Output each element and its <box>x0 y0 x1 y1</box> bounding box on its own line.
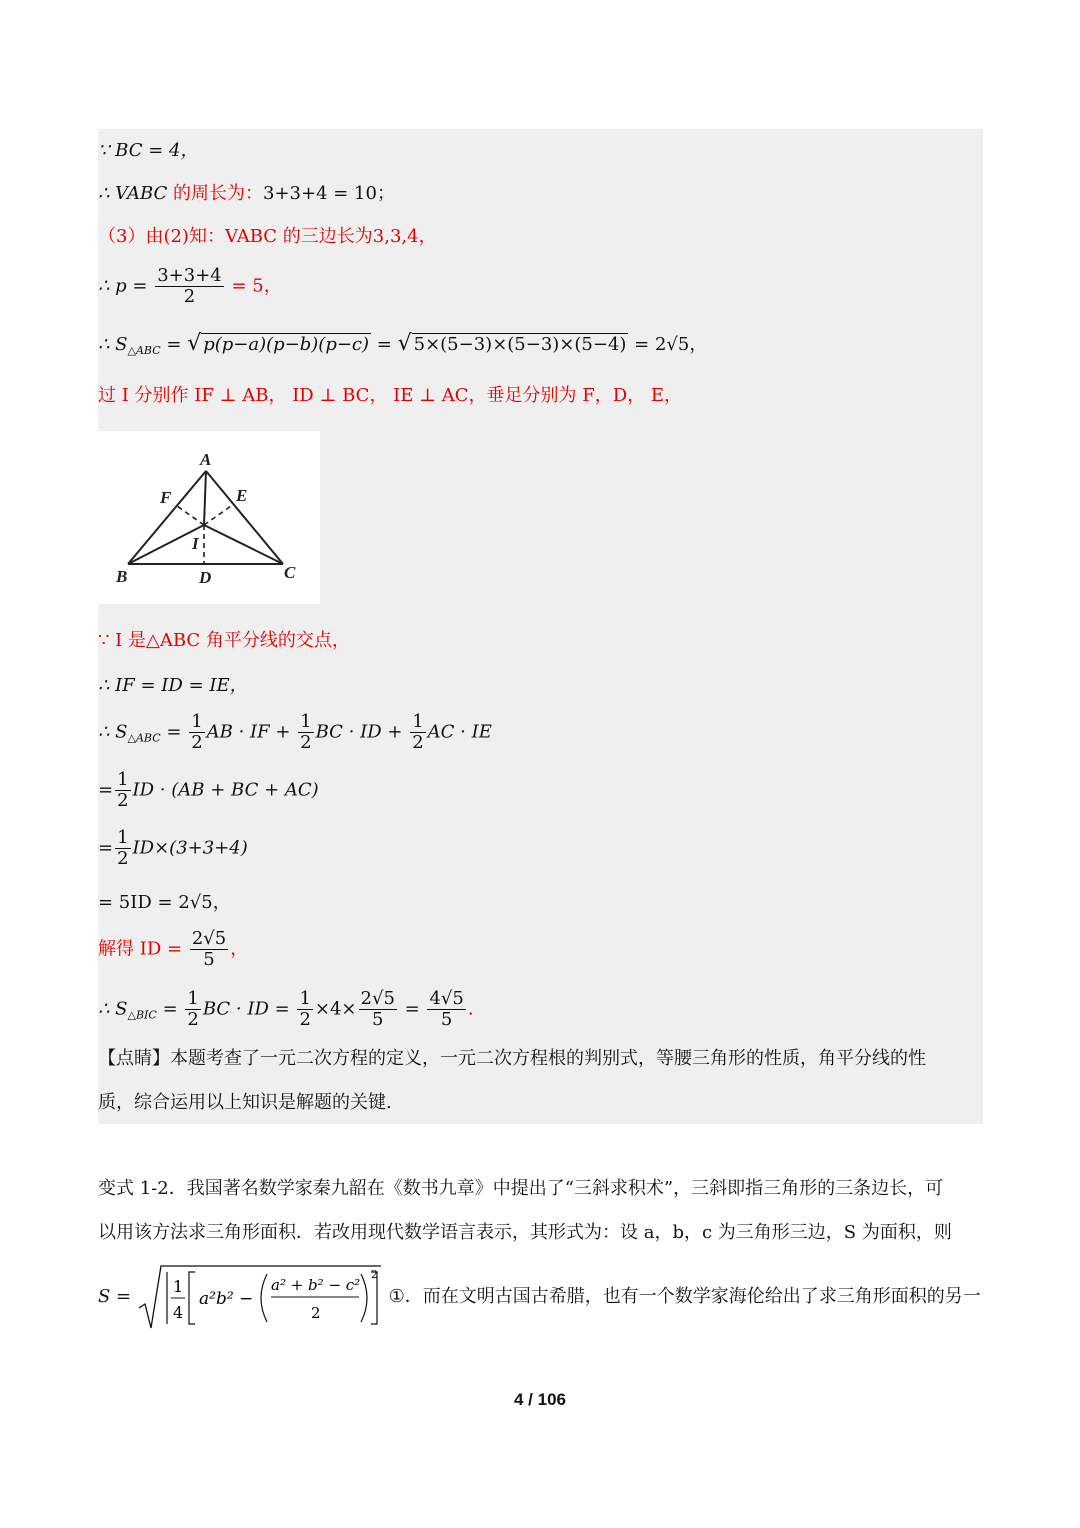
half-fraction <box>185 989 200 1030</box>
half-num: 1 <box>117 827 129 848</box>
area-sum-sub: △ABC <box>127 731 161 745</box>
label-c: C <box>284 563 296 582</box>
bic-frac-1 <box>359 989 397 1030</box>
paren-right-icon <box>361 1274 367 1322</box>
half-num: 1 <box>412 711 424 732</box>
id-fraction <box>190 929 228 970</box>
simplify-text: = 5ID = 2√5， <box>98 892 231 913</box>
quarter-num: 1 <box>172 1277 184 1296</box>
comment-block <box>98 1037 983 1125</box>
heron-radicand-1: p(p−a)(p−b)(p−c) <box>203 334 370 355</box>
half-num: 1 <box>191 711 203 732</box>
edge-ac <box>206 471 283 564</box>
factor-eq: = <box>98 779 114 801</box>
half-num: 1 <box>299 988 311 1009</box>
half-fraction <box>189 712 204 753</box>
step-bc <box>98 140 199 162</box>
substitute-tail: ID×(3+3+4) <box>132 837 248 859</box>
label-a: A <box>200 450 212 469</box>
bic-eq1: = <box>162 998 178 1020</box>
proof-area-sum <box>98 712 492 753</box>
half-num: 1 <box>117 769 129 790</box>
page-number: 4 / 106 <box>514 1390 566 1409</box>
p-numerator: 3+3+4 <box>157 265 222 286</box>
half-num: 1 <box>300 711 312 732</box>
half-den: 2 <box>299 1009 311 1030</box>
heron-eq1: = <box>166 334 182 355</box>
step-perpendiculars <box>98 385 682 407</box>
segment-ai <box>204 471 206 525</box>
proof-factor <box>98 770 319 811</box>
bic-prefix: ∴ S <box>98 998 128 1020</box>
area-sum-prefix: ∴ S <box>98 721 128 743</box>
half-fraction <box>298 712 313 753</box>
bic-frac-2 <box>427 989 465 1030</box>
area-sum-eq: = <box>166 721 182 743</box>
half-den: 2 <box>412 732 424 753</box>
step-3-text: （3）由(2)知：VABC 的三边长为3,3,4， <box>98 226 437 247</box>
perpendiculars-text: 过 I 分别作 IF ⊥ AB， ID ⊥ BC， IE ⊥ AC，垂足分别为 F，D， E， <box>98 385 683 406</box>
bic-num1: 2√5 <box>360 988 395 1009</box>
variant-line-1: 变式 1-2．我国著名数学家秦九韶在《数书九章》中提出了“三斜求积术”，三斜即指三角形的三条边长，可 <box>98 1178 944 1199</box>
triangle-diagram <box>98 431 320 604</box>
label-d: D <box>199 568 212 587</box>
step-perimeter-c: 3+3+4 = 10； <box>263 183 395 204</box>
half-fraction <box>297 989 312 1030</box>
bic-den1: 5 <box>371 1009 384 1030</box>
area-term-3: AC · IE <box>427 721 492 743</box>
sqrt-icon: √ <box>397 331 412 356</box>
power-two: 2 <box>370 1268 378 1281</box>
half-fraction <box>115 770 130 811</box>
label-b: B <box>116 567 128 586</box>
half-fraction <box>410 712 425 753</box>
bic-sub: △BIC <box>127 1008 157 1022</box>
p-fraction <box>155 266 224 307</box>
proof-simplify <box>98 892 231 914</box>
label-i: I <box>192 534 199 553</box>
bracket-left-icon <box>189 1272 195 1324</box>
step-bc-text: ∵ BC = 4， <box>98 140 199 161</box>
proof-equal <box>98 675 248 697</box>
half-den: 2 <box>117 848 129 869</box>
half-den: 2 <box>187 1009 199 1030</box>
paren-left-icon <box>261 1274 267 1322</box>
bic-mult: ×4× <box>314 998 357 1020</box>
substitute-eq: = <box>98 837 114 859</box>
heron-eq2: = <box>376 334 392 355</box>
inner-den: 2 <box>310 1304 321 1322</box>
segment-ie <box>204 504 234 525</box>
quarter-den: 4 <box>172 1303 184 1322</box>
proof-equal-text: ∴ IF = ID = IE， <box>98 675 248 696</box>
bic-term: BC · ID = <box>202 998 290 1020</box>
label-e: E <box>236 486 248 505</box>
bic-num2: 4√5 <box>429 988 464 1009</box>
half-den: 2 <box>191 732 203 753</box>
half-den: 2 <box>117 790 129 811</box>
half-den: 2 <box>300 732 312 753</box>
proof-substitute <box>98 828 248 869</box>
p-denominator: 2 <box>183 286 196 307</box>
label-f: F <box>160 488 172 507</box>
step-perimeter-a: ∴ VABC <box>98 183 174 204</box>
proof-bic-area <box>98 989 474 1030</box>
step-3-intro <box>98 226 437 248</box>
comment-line-2: 质，综合运用以上知识是解题的关键. <box>98 1092 392 1113</box>
variant-block <box>98 1167 983 1255</box>
factor-tail: ID · (AB + BC + AC) <box>132 779 319 801</box>
triangle-figure <box>98 431 320 604</box>
a2b2-term: a²b² − <box>198 1289 254 1309</box>
comment-line-1: 【点睛】本题考查了一元二次方程的定义，一元二次方程根的判别式，等腰三角形的性质，角平分线的性 <box>98 1048 926 1069</box>
proof-bisector <box>98 630 350 652</box>
id-num: 2√5 <box>191 928 227 949</box>
heron-result: = 2√5， <box>634 334 708 355</box>
variant-line-2: 以用该方法求三角形面积．若改用现代数学语言表示，其形式为：设 a，b，c 为三角形三边，S 为面积，则 <box>98 1222 952 1243</box>
solve-suffix: ， <box>230 938 249 960</box>
inner-num: a² + b² − c² <box>270 1276 361 1294</box>
area-term-2: BC · ID + <box>315 721 403 743</box>
bic-den2: 5 <box>440 1009 453 1030</box>
step-p-value <box>98 266 282 307</box>
segment-ci <box>204 525 283 564</box>
segment-if <box>177 506 204 525</box>
p-prefix: ∴ p = <box>98 275 148 297</box>
bic-eq2: = <box>404 998 420 1020</box>
heron-prefix: ∴ S <box>98 334 128 355</box>
heron-radicand-2: 5×(5−3)×(5−3)×(5−4) <box>413 334 627 355</box>
proof-solve <box>98 929 248 970</box>
half-num: 1 <box>187 988 199 1009</box>
step-perimeter <box>98 183 395 205</box>
qin-formula-line <box>98 1264 981 1330</box>
variant-line-3-tail: ①．而在文明古国古希腊，也有一个数学家海伦给出了求三角形面积的另一 <box>388 1286 981 1307</box>
half-fraction <box>115 828 130 869</box>
solve-prefix: 解得 ID = <box>98 938 183 960</box>
area-term-1: AB · IF + <box>206 721 291 743</box>
heron-sub: △ABC <box>127 344 161 357</box>
sqrt-icon: √ <box>187 331 202 356</box>
step-heron <box>98 333 707 362</box>
step-perimeter-b: 的周长为： <box>173 183 264 204</box>
formula-s: S = <box>98 1286 132 1307</box>
id-den: 5 <box>203 949 215 970</box>
bic-period: . <box>467 998 474 1020</box>
proof-bisector-text: ∵ I 是△ABC 角平分线的交点， <box>98 630 350 651</box>
qin-formula <box>137 1264 383 1330</box>
p-result: = 5， <box>231 275 282 297</box>
